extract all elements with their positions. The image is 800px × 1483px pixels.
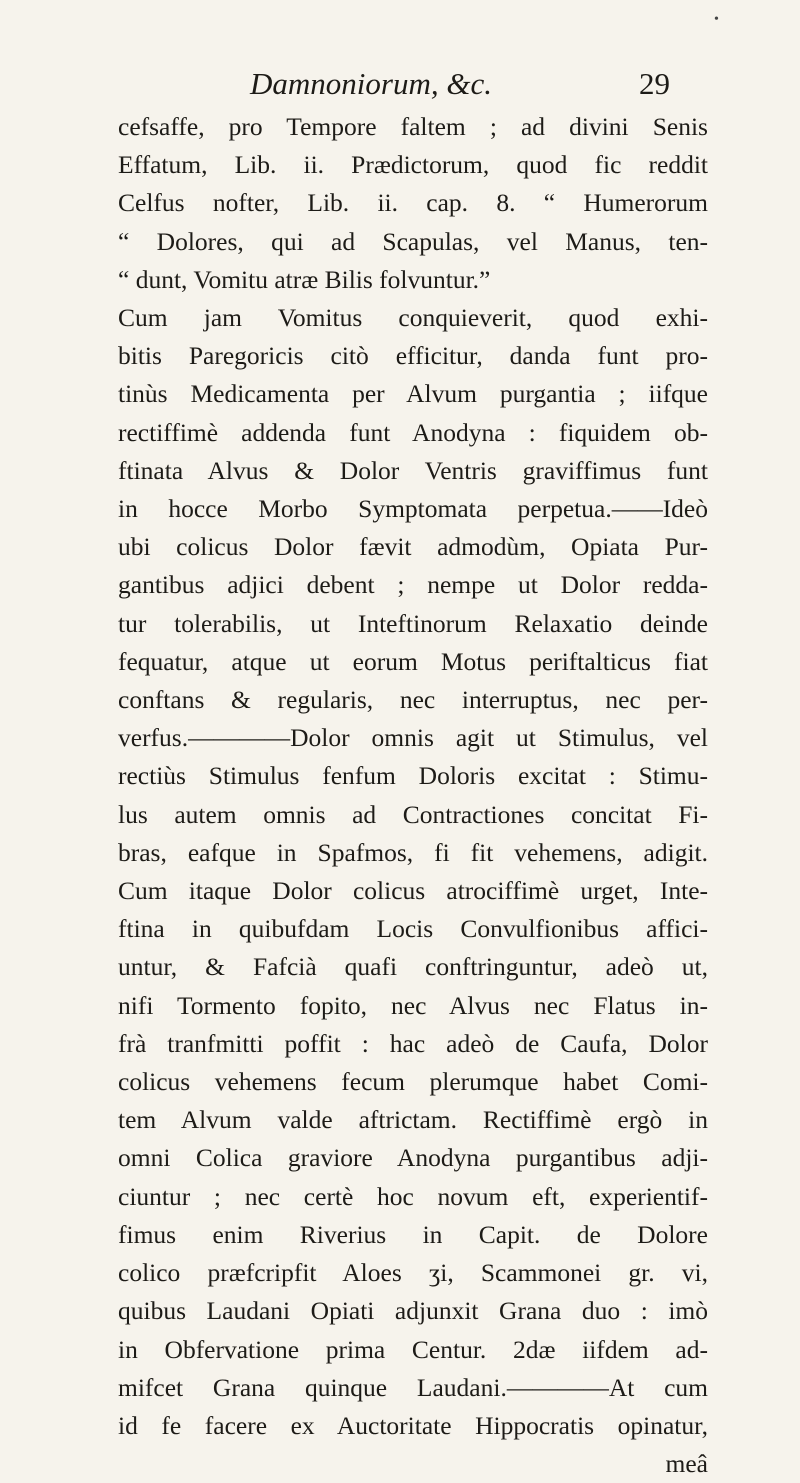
- text-line: ubi colicus Dolor fævit admodùm, Opiata Pur-: [118, 532, 708, 562]
- text-line: Celfus nofter, Lib. ii. cap. 8. “ Humerorum: [118, 188, 708, 218]
- body-text: [118, 108, 708, 1483]
- text-line: nifi Tormento fopito, nec Alvus nec Flatus in-: [118, 990, 708, 1020]
- text-line: gantibus adjici debent ; nempe ut Dolor redda-: [118, 570, 708, 600]
- text-line: tinùs Medicamenta per Alvum purgantia ; iifque: [118, 379, 708, 409]
- text-line: untur, & Fafcià quafi conftringuntur, adeò ut,: [118, 952, 708, 982]
- text-line: tur tolerabilis, ut Inteftinorum Relaxatio deinde: [118, 608, 708, 638]
- text-line: ftinata Alvus & Dolor Ventris graviffimus funt: [118, 455, 708, 485]
- text-line: Cum itaque Dolor colicus atrociffimè urget, Inte-: [118, 876, 708, 906]
- text-line: id fe facere ex Auctoritate Hippocratis opinatur,: [118, 1410, 708, 1440]
- text-line: tem Alvum valde aftrictam. Rectiffimè ergò in: [118, 1105, 708, 1135]
- text-line: rectiùs Stimulus fenfum Doloris excitat : Stimu-: [118, 761, 708, 791]
- text-line: rectiffimè addenda funt Anodyna : fiquidem ob-: [118, 417, 708, 447]
- text-line: “ Dolores, qui ad Scapulas, vel Manus, ten-: [118, 226, 708, 256]
- text-line: cefsaffe, pro Tempore faltem ; ad divini Senis: [118, 112, 708, 141]
- text-line: Cum jam Vomitus conquieverit, quod exhi-: [118, 303, 708, 333]
- text-line: omni Colica graviore Anodyna purgantibus adji-: [118, 1143, 708, 1173]
- text-line: colicus vehemens fecum plerumque habet Comi-: [118, 1067, 708, 1097]
- text-line: in hocce Morbo Symptomata perpetua.——Ideò: [118, 494, 708, 524]
- page-header: [250, 66, 670, 106]
- text-line: colico præfcripfit Aloes ʒi, Scammonei gr. vi,: [118, 1258, 708, 1288]
- text-line: in Obfervatione prima Centur. 2dæ iifdem ad-: [118, 1334, 708, 1364]
- text-line: ftina in quibufdam Locis Convulfionibus affici-: [118, 914, 708, 944]
- text-line: quibus Laudani Opiati adjunxit Grana duo : imò: [118, 1296, 708, 1326]
- text-line: “ dunt, Vomitu atræ Bilis folvuntur.”: [118, 264, 491, 294]
- text-line: bitis Paregoricis citò efficitur, danda funt pro-: [118, 341, 708, 371]
- text-line: mifcet Grana quinque Laudani.————At cum: [118, 1372, 708, 1402]
- text-line: bras, eafque in Spafmos, fi fit vehemens, adigit.: [118, 837, 708, 867]
- text-line: fimus enim Riverius in Capit. de Dolore: [118, 1219, 708, 1249]
- running-title: Damnoniorum, &c.: [250, 66, 492, 101]
- top-mark: •: [714, 12, 719, 27]
- text-line: Effatum, Lib. ii. Prædictorum, quod fic reddit: [118, 150, 708, 180]
- page-number: 29: [639, 66, 670, 101]
- text-line: conftans & regularis, nec interruptus, nec per-: [118, 685, 708, 715]
- text-line: lus autem omnis ad Contractiones concitat Fi-: [118, 799, 708, 829]
- text-line: ciuntur ; nec certè hoc novum eft, experientif-: [118, 1181, 708, 1211]
- text-line: frà tranfmitti poffit : hac adeò de Caufa, Dolor: [118, 1028, 708, 1058]
- text-line: verfus.————Dolor omnis agit ut Stimulus, vel: [118, 723, 708, 753]
- text-line: fequatur, atque ut eorum Motus periftalticus fiat: [118, 646, 708, 676]
- catchword: meâ: [665, 1449, 708, 1479]
